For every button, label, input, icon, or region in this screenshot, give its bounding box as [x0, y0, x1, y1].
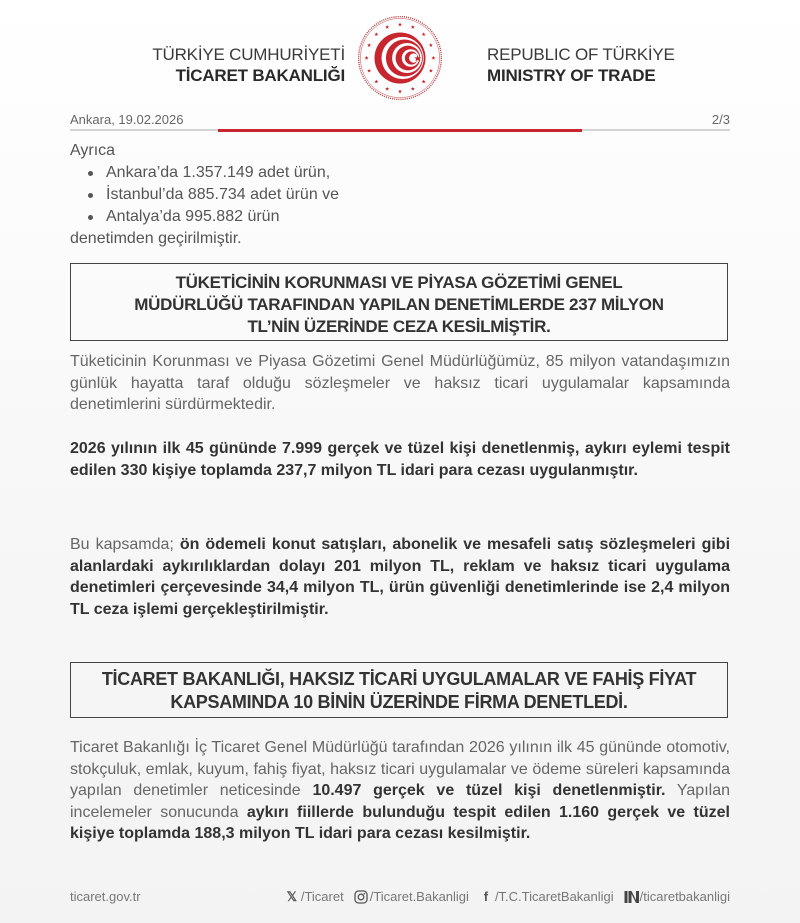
footer	[70, 889, 730, 907]
ministry-name-tr: TİCARET BAKANLIĞI	[175, 66, 345, 85]
emblem-star-icon	[374, 32, 378, 36]
emblem-star-icon	[385, 87, 389, 91]
emblem-star-icon	[374, 80, 378, 84]
headline-line: MÜDÜRLÜĞÜ TARAFINDAN YAPILAN DENETİMLERDE 237 MİLYON	[134, 295, 664, 314]
emblem-star-icon	[367, 43, 371, 47]
paragraph-domestic-trade	[70, 737, 730, 845]
ministry-name-en: MINISTRY OF TRADE	[487, 66, 656, 85]
list-item: Ankara’da 1.357.149 adet ürün,	[106, 162, 730, 184]
para4-bold1: 10.497 gerçek ve tüzel kişi denetlenmiştir.	[312, 782, 666, 799]
emblem-star-icon	[422, 32, 426, 36]
letterhead-english	[487, 44, 675, 86]
social-x[interactable]	[285, 889, 344, 904]
paragraph-penalty-breakdown	[70, 534, 730, 620]
letterhead	[0, 0, 800, 108]
instagram-icon	[354, 890, 368, 904]
website-link[interactable]: ticaret.gov.tr	[70, 889, 141, 904]
emblem-star-icon	[398, 89, 402, 93]
emblem-star-icon	[429, 69, 433, 73]
divider-accent	[218, 129, 582, 132]
emblem-star-icon	[411, 25, 415, 29]
list-item: İstanbul’da 885.734 adet ürün ve	[106, 184, 730, 206]
ministry-emblem-icon	[356, 14, 444, 102]
emblem-star-icon	[398, 22, 402, 26]
document-meta	[70, 112, 730, 128]
social-links	[285, 889, 730, 904]
headline-box-2	[70, 662, 728, 718]
social-nsosyal[interactable]	[624, 889, 730, 904]
paragraph-penalties-summary: 2026 yılının ilk 45 gününde 7.999 gerçek ve tüzel kişi denetlenmiş, aykırı eylemi tespit edilen 330 kişiye toplamda 237,7 milyon TL idari para cezası uygulanmıştır.	[70, 440, 730, 479]
emblem-star-icon	[411, 87, 415, 91]
headline-line: TL’NİN ÜZERİNDE CEZA KESİLMİŞTİR.	[247, 317, 551, 336]
intro-tail: denetimden geçirilmiştir.	[70, 230, 242, 247]
header-divider	[70, 129, 730, 131]
social-handle: /Ticaret	[300, 889, 344, 904]
social-instagram[interactable]	[354, 889, 469, 904]
para3-light: Bu kapsamda;	[70, 536, 174, 553]
intro-list	[70, 162, 730, 228]
para3-bold: ön ödemeli konut satışları, abonelik ve mesafeli satış sözleşmeleri gibi alanlardaki aykırılıklardan dolayı 201 milyon TL, reklam ve haksız ticari uygulama denetimleri çerçevesinde 34,4 milyon TL, ürün güvenliği denetimlerinde ise 2,4 milyon TL ceza işlemi gerçekleştirilmiştir.	[70, 536, 731, 618]
social-handle: /Ticaret.Bakanligi	[369, 889, 469, 904]
emblem-star-icon	[367, 69, 371, 73]
social-handle: /ticaretbakanligi	[639, 889, 730, 904]
para4-bold2: aykırı fiillerde bulunduğu tespit edilen 1.160 gerçek ve tüzel kişiye toplamda 188,3 milyon TL idari para cezası kesilmiştir.	[70, 803, 730, 842]
emblem-star-icon	[385, 25, 389, 29]
intro-section	[70, 140, 730, 250]
headline-box-1	[70, 263, 728, 341]
nsosyal-icon	[624, 890, 638, 904]
document-date: Ankara, 19.02.2026	[70, 112, 184, 127]
headline-line: TİCARET BAKANLIĞI, HAKSIZ TİCARİ UYGULAMALAR VE FAHİŞ FİYAT	[101, 669, 697, 689]
x-icon: 𝕏	[286, 888, 298, 904]
paragraph-consumer-protection: Tüketicinin Korunması ve Piyasa Gözetimi Genel Müdürlüğümüz, 85 milyon vatandaşımızın günlük hayatta taraf olduğu sözleşmeler ve haksız ticari uygulamalar kapsamında denetimlerini sürdürmektedir.	[70, 353, 730, 413]
emblem-star-icon	[365, 56, 369, 60]
para4-light1: Ticaret Bakanlığı İç Ticaret Genel Müdürlüğü tarafından 2026 yılının ilk 45 gününde otomotiv, stokçuluk, emlak, kuyum, fahiş fiyat, haksız ticari uygulamalar ve ödeme süreleri kapsamında yapılan denetimler neticesinde	[70, 739, 730, 799]
social-handle: /T.C.TicaretBakanligi	[494, 889, 614, 904]
list-item: Antalya’da 995.882 ürün	[106, 206, 730, 228]
republic-name-tr: TÜRKİYE CUMHURİYETİ	[152, 45, 345, 64]
republic-name-en: REPUBLIC OF TÜRKİYE	[487, 45, 675, 64]
para4-light2: Yapılan incelemeler sonucunda	[70, 782, 731, 821]
headline-line: TÜKETİCİNİN KORUNMASI VE PİYASA GÖZETİMİ GENEL	[175, 273, 623, 292]
intro-lead: Ayrıca	[70, 142, 116, 159]
headline-line: KAPSAMINDA 10 BİNİN ÜZERİNDE FİRMA DENETLEDİ.	[170, 692, 628, 712]
emblem-star-icon	[429, 43, 433, 47]
social-facebook[interactable]	[479, 889, 614, 904]
letterhead-turkish	[152, 44, 345, 86]
page-number: 2/3	[711, 112, 730, 127]
facebook-icon: f	[483, 888, 489, 904]
emblem-star-icon	[431, 56, 435, 60]
emblem-star-icon	[422, 80, 426, 84]
